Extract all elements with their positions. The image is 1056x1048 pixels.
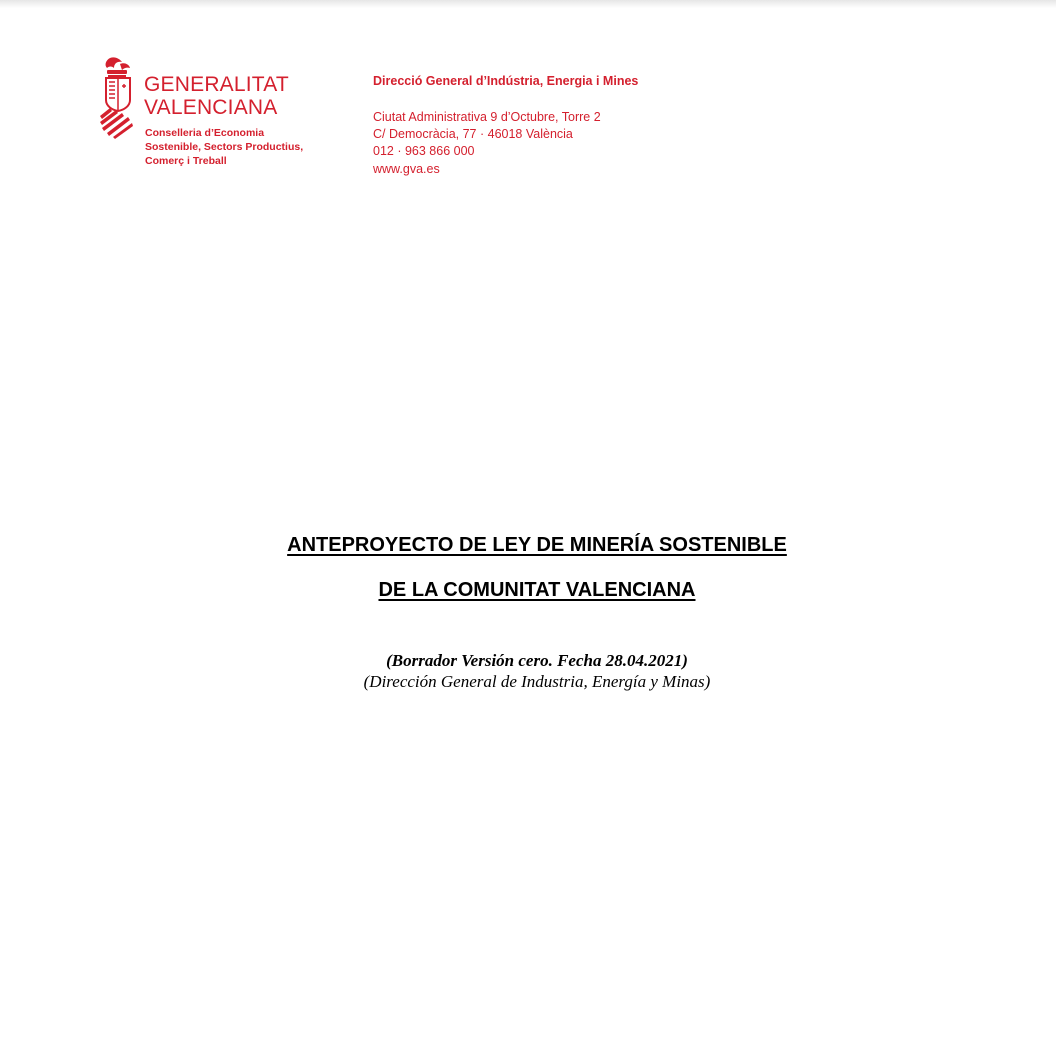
conselleria-line: Comerç i Treball <box>145 155 227 167</box>
address-line: Ciutat Administrativa 9 d’Octubre, Torre 2 <box>373 110 601 124</box>
direccio-general-heading: Direcció General d’Indústria, Energia i Mines <box>373 74 639 88</box>
generalitat-emblem-icon <box>100 56 136 140</box>
letterhead <box>100 56 660 180</box>
org-name-line1: GENERALITAT <box>144 73 289 96</box>
website-url: www.gva.es <box>373 161 440 176</box>
document-title <box>0 530 1056 605</box>
title-line-1: ANTEPROYECTO DE LEY DE MINERÍA SOSTENIBLE <box>287 534 787 556</box>
conselleria-line: Sostenible, Sectors Productius, <box>145 141 304 153</box>
conselleria-name <box>145 126 303 168</box>
conselleria-line: Conselleria d’Economia <box>145 127 265 139</box>
draft-version-note: (Borrador Versión cero. Fecha 28.04.2021) <box>386 651 688 670</box>
phone-number: 012 · 963 866 000 <box>373 144 475 159</box>
author-note: (Dirección General de Industria, Energía y Minas) <box>363 672 711 691</box>
page-top-shadow <box>0 0 1056 8</box>
office-address <box>373 109 601 178</box>
address-line: C/ Democràcia, 77 · 46018 València <box>373 127 573 142</box>
org-name-line2: VALENCIANA <box>144 96 278 119</box>
title-line-2: DE LA COMUNITAT VALENCIANA <box>378 579 696 601</box>
document-subtitle <box>0 650 1056 692</box>
